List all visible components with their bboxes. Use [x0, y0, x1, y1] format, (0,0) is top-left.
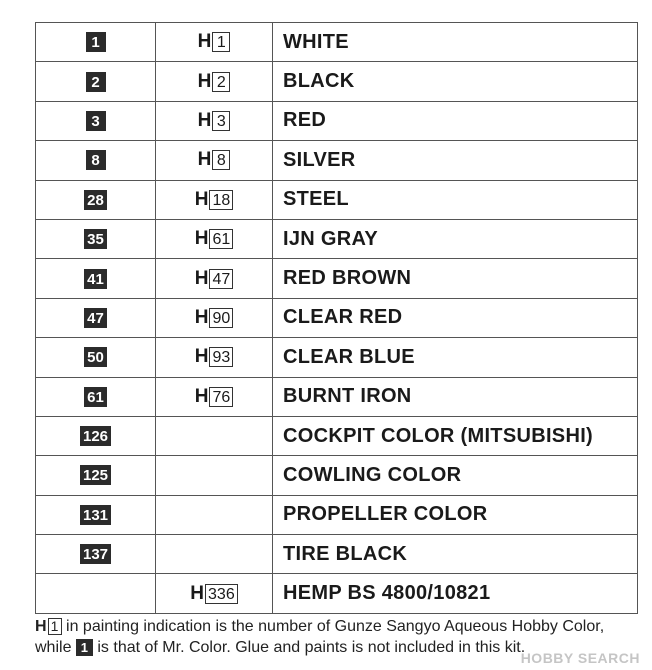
hobby-color-number: 47 — [209, 269, 233, 289]
mr-color-number: 35 — [84, 229, 107, 249]
color-name: TIRE BLACK — [273, 535, 638, 574]
paint-row — [36, 456, 638, 495]
color-name: IJN GRAY — [273, 219, 638, 258]
hobby-color-prefix: H — [197, 31, 212, 53]
hobby-color-number: 2 — [212, 72, 230, 92]
footnote-text-2: while — [35, 639, 72, 656]
hobby-color-number: 18 — [209, 190, 233, 210]
hobby-color-prefix: H — [190, 582, 205, 604]
color-name: BURNT IRON — [273, 377, 638, 416]
mr-color-cell — [36, 259, 156, 298]
hobby-color-cell — [156, 180, 273, 219]
color-name: PROPELLER COLOR — [273, 495, 638, 534]
hobby-color-cell — [156, 535, 273, 574]
hobby-color-prefix: H — [194, 188, 209, 210]
mr-color-cell — [36, 219, 156, 258]
mr-color-cell — [36, 535, 156, 574]
hobby-color-cell — [156, 259, 273, 298]
color-name: CLEAR BLUE — [273, 338, 638, 377]
mr-color-number: 3 — [86, 111, 106, 131]
mr-color-number: 28 — [84, 190, 107, 210]
color-name: RED — [273, 101, 638, 140]
hobby-color-number: 61 — [209, 229, 233, 249]
color-name: COCKPIT COLOR (MITSUBISHI) — [273, 416, 638, 455]
color-name: WHITE — [273, 23, 638, 62]
hobby-color-prefix: H — [194, 306, 209, 328]
paint-row — [36, 377, 638, 416]
mr-color-number: 8 — [86, 150, 106, 170]
paint-table — [35, 22, 638, 614]
hobby-color-cell — [156, 141, 273, 180]
mr-color-cell — [36, 377, 156, 416]
hobby-color-number: 76 — [209, 387, 233, 407]
hobby-color-prefix: H — [194, 385, 209, 407]
mr-color-cell — [36, 298, 156, 337]
mr-color-number: 137 — [80, 544, 111, 564]
mr-color-number: 41 — [84, 269, 107, 289]
mr-color-cell — [36, 416, 156, 455]
hobby-color-cell — [156, 495, 273, 534]
hobby-color-cell — [156, 574, 273, 613]
color-name: STEEL — [273, 180, 638, 219]
hobby-color-prefix: H — [194, 267, 209, 289]
mr-color-cell — [36, 141, 156, 180]
hobby-color-cell — [156, 219, 273, 258]
paint-row — [36, 338, 638, 377]
hobby-color-number: 90 — [209, 308, 233, 328]
hobby-color-cell — [156, 338, 273, 377]
paint-row — [36, 574, 638, 613]
paint-row — [36, 259, 638, 298]
footnote-mr-box: 1 — [76, 639, 93, 656]
mr-color-number: 126 — [80, 426, 111, 446]
hobby-color-cell — [156, 456, 273, 495]
watermark: HOBBY SEARCH — [520, 650, 640, 666]
hobby-color-prefix: H — [194, 346, 209, 368]
mr-color-cell — [36, 338, 156, 377]
paint-row — [36, 141, 638, 180]
hobby-color-cell — [156, 416, 273, 455]
hobby-color-cell — [156, 62, 273, 101]
hobby-color-cell — [156, 101, 273, 140]
hobby-color-prefix: H — [194, 228, 209, 250]
paint-table-body — [36, 23, 638, 614]
hobby-color-number: 93 — [209, 347, 233, 367]
mr-color-number: 131 — [80, 505, 111, 525]
mr-color-number: 50 — [84, 347, 107, 367]
paint-row — [36, 535, 638, 574]
mr-color-number: 61 — [84, 387, 107, 407]
mr-color-number: 125 — [80, 465, 111, 485]
color-name: HEMP BS 4800/10821 — [273, 574, 638, 613]
hobby-color-cell — [156, 298, 273, 337]
mr-color-cell — [36, 101, 156, 140]
footnote-text-1: in painting indication is the number of Gunze Sangyo Aqueous Hobby Color, — [66, 618, 605, 635]
mr-color-cell — [36, 62, 156, 101]
paint-row — [36, 219, 638, 258]
hobby-color-prefix: H — [197, 149, 212, 171]
mr-color-cell — [36, 495, 156, 534]
footnote-h-prefix: H — [35, 618, 47, 635]
hobby-color-number: 3 — [212, 111, 230, 131]
mr-color-cell — [36, 574, 156, 613]
paint-row — [36, 180, 638, 219]
color-name: CLEAR RED — [273, 298, 638, 337]
mr-color-cell — [36, 23, 156, 62]
mr-color-cell — [36, 180, 156, 219]
paint-row — [36, 62, 638, 101]
hobby-color-number: 1 — [212, 32, 230, 52]
color-name: COWLING COLOR — [273, 456, 638, 495]
color-name: BLACK — [273, 62, 638, 101]
hobby-color-number: 8 — [212, 150, 230, 170]
footnote-h-box: 1 — [48, 618, 62, 635]
mr-color-number: 47 — [84, 308, 107, 328]
paint-row — [36, 101, 638, 140]
paint-row — [36, 416, 638, 455]
hobby-color-cell — [156, 23, 273, 62]
color-name: SILVER — [273, 141, 638, 180]
paint-row — [36, 23, 638, 62]
mr-color-cell — [36, 456, 156, 495]
hobby-color-cell — [156, 377, 273, 416]
color-name: RED BROWN — [273, 259, 638, 298]
mr-color-number: 2 — [86, 72, 106, 92]
hobby-color-number: 336 — [205, 584, 238, 604]
hobby-color-prefix: H — [197, 109, 212, 131]
paint-row — [36, 298, 638, 337]
footnote-text-3: is that of Mr. Color. Glue and paints is not included in this kit. — [97, 639, 526, 656]
paint-row — [36, 495, 638, 534]
hobby-color-prefix: H — [197, 70, 212, 92]
mr-color-number: 1 — [86, 32, 106, 52]
